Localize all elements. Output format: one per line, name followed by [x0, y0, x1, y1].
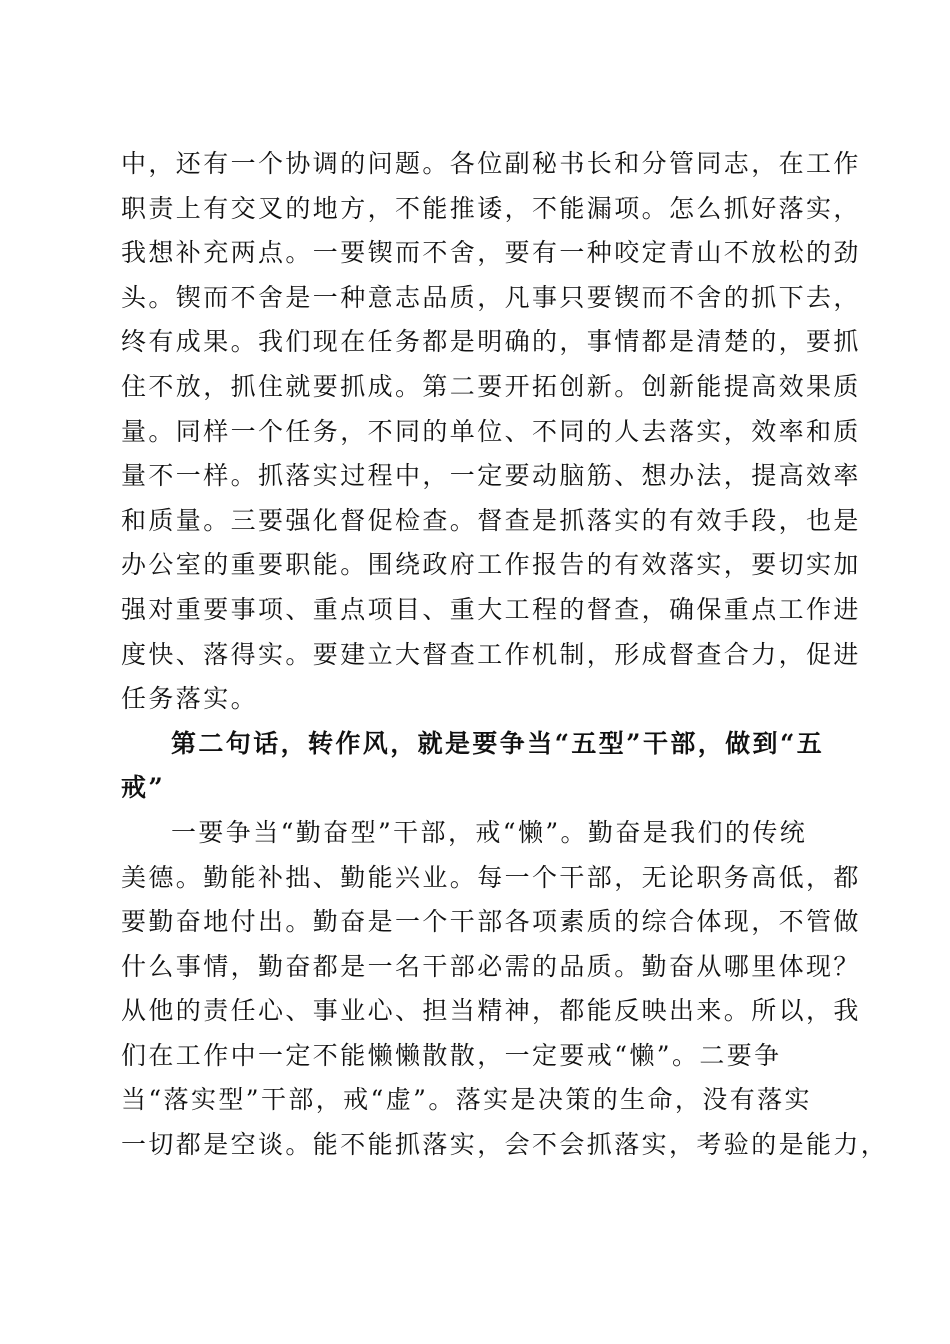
text-line: 我想补充两点。一要锲而不舍，要有一种咬定青山不放松的劲: [121, 238, 861, 268]
text-line: 住不放，抓住就要抓成。第二要开拓创新。创新能提高效果质: [121, 371, 861, 401]
text-line: 头。锲而不舍是一种意志品质，凡事只要锲而不舍的抓下去，: [121, 282, 861, 312]
text-line: 度快、落得实。要建立大督查工作机制，形成督查合力，促进: [121, 639, 861, 669]
text-line: 强对重要事项、重点项目、重大工程的督查，确保重点工作进: [121, 594, 861, 624]
text-line: 们在工作中一定不能懒懒散散，一定要戒“懒”。二要争: [121, 1040, 782, 1070]
text-line: 任务落实。: [121, 684, 259, 714]
text-line: 从他的责任心、事业心、担当精神，都能反映出来。所以，我: [121, 996, 861, 1026]
section-heading: [121, 722, 841, 811]
heading-line: 戒”: [121, 773, 166, 803]
text-line: 量不一样。抓落实过程中，一定要动脑筋、想办法，提高效率: [121, 461, 861, 491]
text-line: 美德。勤能补拙、勤能兴业。每一个干部，无论职务高低，都: [121, 862, 861, 892]
heading-line: 第二句话，转作风，就是要争当“五型”干部，做到“五: [171, 728, 825, 758]
text-line: 要勤奋地付出。勤奋是一个干部各项素质的综合体现，不管做: [121, 907, 861, 937]
text-line: 量。同样一个任务，不同的单位、不同的人去落实，效率和质: [121, 416, 861, 446]
paragraph-two: [121, 811, 889, 1168]
text-line: 办公室的重要职能。围绕政府工作报告的有效落实，要切实加: [121, 550, 861, 580]
document-body: [121, 142, 889, 1168]
text-line: 一切都是空谈。能不能抓落实，会不会抓落实，考验的是能力，: [121, 1130, 889, 1160]
text-line: 中，还有一个协调的问题。各位副秘书长和分管同志，在工作: [121, 149, 861, 178]
paragraph-continuation: [121, 142, 861, 722]
text-line: 和质量。三要强化督促检查。督查是抓落实的有效手段，也是: [121, 505, 861, 535]
text-line: 终有成果。我们现在任务都是明确的，事情都是清楚的，要抓: [121, 327, 861, 357]
text-line: 一要争当“勤奋型”干部，戒“懒”。勤奋是我们的传统: [171, 817, 808, 847]
text-line: 当“落实型”干部，戒“虚”。落实是决策的生命，没有落实: [121, 1085, 812, 1115]
text-line: 什么事情，勤奋都是一名干部必需的品质。勤奋从哪里体现？: [121, 951, 861, 981]
text-line: 职责上有交叉的地方，不能推诿，不能漏项。怎么抓好落实，: [121, 193, 861, 223]
